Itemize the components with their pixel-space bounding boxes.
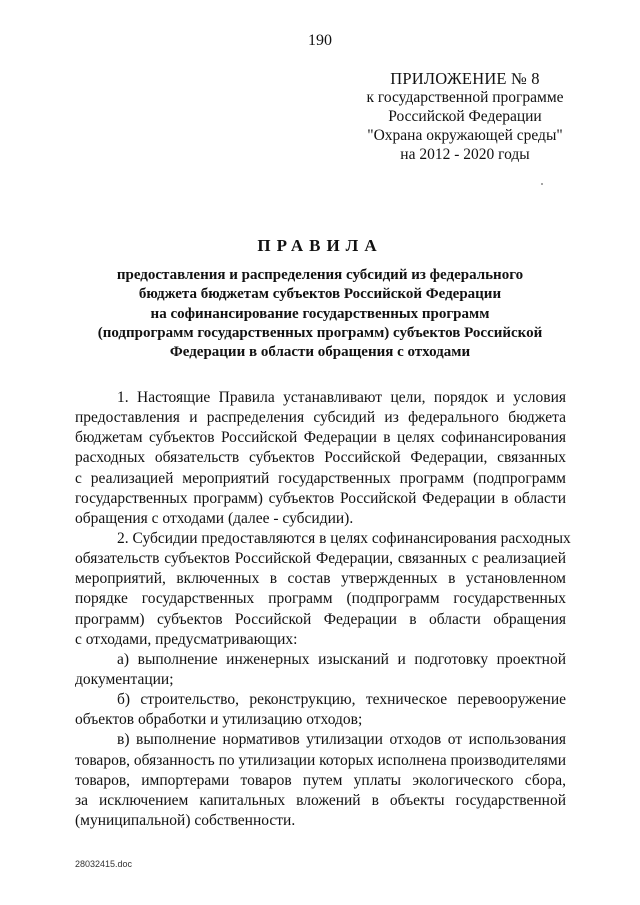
document-subtitle-line: Федерации в области обращения с отходами bbox=[169, 344, 471, 361]
appendix-line: Российской Федерации bbox=[388, 108, 542, 125]
paragraph-line: в) выполнение нормативов утилизации отходов от использования bbox=[117, 731, 566, 749]
appendix-line: к государственной программе bbox=[366, 89, 564, 106]
paragraph-line: бюджетам субъектов Российской Федерации в целях софинансирования bbox=[75, 429, 566, 447]
document-subtitle-line: (подпрограмм государственных программ) субъектов Российской bbox=[97, 324, 543, 341]
appendix-line: на 2012 - 2020 годы bbox=[400, 146, 530, 163]
paragraph-line: с отходами, предусматривающих: bbox=[75, 630, 298, 648]
document-body bbox=[75, 388, 571, 831]
paragraph-line: расходных обязательств субъектов Российской Федерации, связанных bbox=[75, 449, 566, 467]
document-title-block bbox=[60, 236, 580, 362]
paragraph-line: документации; bbox=[75, 670, 174, 688]
paragraph-line: порядке государственных программ (подпрограмм государственных bbox=[75, 590, 566, 608]
paragraph-line: 1. Настоящие Правила устанавливают цели, порядок и условия bbox=[117, 389, 566, 406]
document-subtitle-line: предоставления и распределения субсидий из федерального bbox=[116, 267, 524, 283]
paragraph-line: мероприятий, включенных в состав утвержденных в установленном bbox=[75, 570, 566, 588]
paragraph-line: товаров, обязанность по утилизации которых исполнена производителями bbox=[75, 751, 567, 769]
scan-speck bbox=[541, 183, 543, 185]
paragraph-line: программ) субъектов Российской Федерации в области обращения bbox=[75, 610, 566, 628]
paragraph-2c bbox=[75, 730, 566, 831]
document-heading: ПРАВИЛА bbox=[257, 236, 383, 255]
paragraph-1 bbox=[75, 388, 566, 529]
paragraph-2 bbox=[75, 529, 571, 650]
paragraph-line: объектов обработки и утилизацию отходов; bbox=[75, 711, 363, 729]
paragraph-line: 2. Субсидии предоставляются в целях софинансирования расходных bbox=[117, 529, 571, 547]
paragraph-line: обязательств субъектов Российской Федерации, связанных с реализацией bbox=[75, 550, 566, 568]
appendix-block bbox=[345, 69, 585, 164]
paragraph-line: б) строительство, реконструкцию, техническое перевооружение bbox=[117, 691, 566, 709]
paragraph-line: государственных программ) субъектов Российской Федерации в области bbox=[75, 489, 566, 507]
document-subtitle-line: бюджета бюджетам субъектов Российской Федерации bbox=[138, 286, 502, 303]
paragraph-line: за исключением капитальных вложений в объекты государственной bbox=[75, 791, 566, 809]
appendix-title: ПРИЛОЖЕНИЕ № 8 bbox=[390, 69, 540, 88]
document-subtitle-line: на софинансирование государственных программ bbox=[150, 305, 490, 322]
paragraph-line: обращения с отходами (далее - субсидии). bbox=[75, 509, 354, 527]
paragraph-line: (муниципальной) собственности. bbox=[75, 811, 296, 829]
appendix-line: "Охрана окружающей среды" bbox=[367, 127, 563, 144]
paragraph-line: с реализацией мероприятий государственных программ (подпрограмм bbox=[75, 469, 566, 487]
paragraph-line: предоставления и распределения субсидий из федерального бюджета bbox=[75, 409, 566, 427]
footer-filename: 28032415.doc bbox=[75, 859, 133, 869]
page-number: 190 bbox=[308, 32, 332, 49]
paragraph-2a bbox=[75, 650, 566, 690]
paragraph-line: товаров, импортерами товаров путем уплаты экологического сбора, bbox=[75, 771, 566, 789]
paragraph-2b bbox=[75, 690, 566, 730]
paragraph-line: а) выполнение инженерных изысканий и подготовку проектной bbox=[117, 650, 566, 668]
